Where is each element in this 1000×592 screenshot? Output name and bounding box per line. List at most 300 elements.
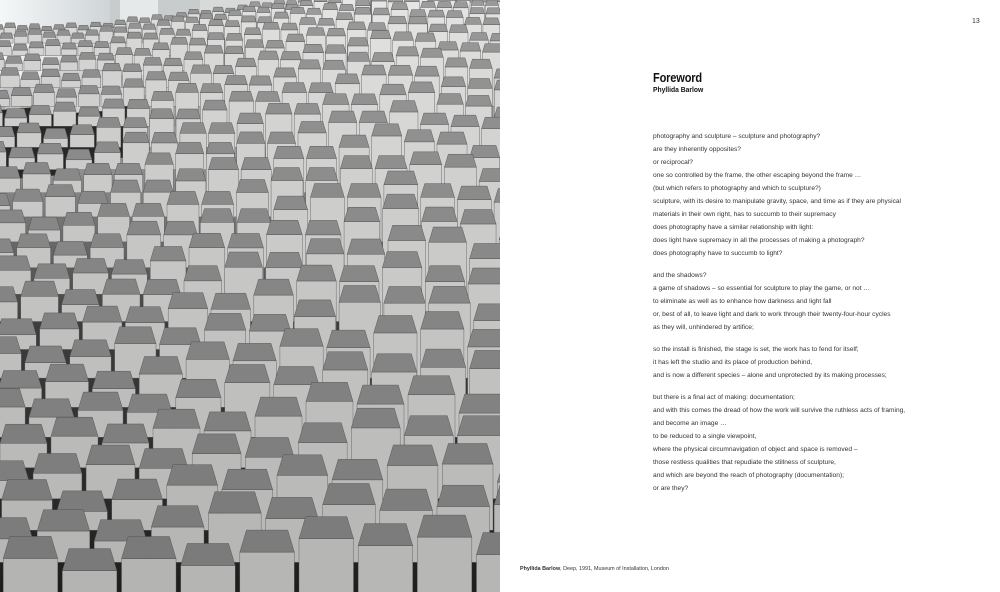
box-opening [479,169,500,182]
box-opening [66,23,77,28]
box-opening [4,23,15,28]
box-opening [0,167,20,178]
box-face [62,49,77,56]
box-opening [375,156,407,169]
text-line: does light have supremacy in all the processes of making a photograph? [653,237,865,244]
box-opening [409,10,426,17]
text-line: those restless qualities that repudiate the stillness of sculpture, [653,459,836,466]
box-opening [56,89,77,97]
box-opening [111,37,126,43]
box-opening [29,24,40,29]
text-line: or reciprocal? [653,159,693,166]
box-opening [470,350,500,368]
box-opening [203,100,227,110]
box-opening [86,445,135,465]
box-opening [127,17,138,22]
box-opening [204,45,223,53]
box-opening [213,65,234,73]
box-opening [274,367,319,385]
box-opening [152,43,169,50]
box-opening [225,252,263,267]
box-opening [33,453,82,473]
box-opening [0,371,42,388]
box-opening [176,169,206,181]
box-opening [257,17,272,23]
box-opening [17,25,28,30]
box-opening [122,537,177,559]
box-face [0,75,19,88]
box-opening [200,84,223,93]
box-face [3,558,58,592]
box-opening [351,408,400,428]
box-opening [362,65,386,75]
box-opening [151,15,162,20]
box-opening [387,445,438,466]
text-line: photography and sculpture – sculpture and photography? [653,133,821,140]
text-line: are they inherently opposites? [653,146,741,153]
box-opening [370,30,391,38]
page-number: 13 [972,18,980,25]
box-opening [171,16,184,21]
box-opening [328,0,341,3]
box-opening [102,63,121,71]
box-opening [84,163,112,174]
box-opening [466,95,492,106]
box-opening [445,58,468,67]
box-opening [21,72,40,80]
box-opening [470,145,500,157]
box-opening [225,21,240,27]
article-author: Phyllida Barlow [653,85,704,94]
box-opening [470,59,493,68]
text-line: or are they? [653,485,689,492]
box-opening [63,212,95,225]
box-opening [384,171,418,185]
box-opening [116,48,133,55]
box-opening [240,530,295,552]
box-opening [13,189,43,201]
caption-artist: Phyllida Barlow [520,566,561,572]
box-opening [442,444,493,465]
box-face [181,566,236,592]
box-opening [78,25,89,30]
stanza [653,269,973,334]
box-opening [186,17,199,22]
text-line: but there is a final act of making: documentation; [653,394,795,401]
box-opening [255,397,302,416]
box-face [417,537,472,592]
box-opening [79,85,100,93]
box-face [240,552,295,592]
box-opening [176,379,221,397]
box-opening [340,266,379,282]
box-opening [465,17,482,24]
box-opening [421,48,444,57]
box-opening [28,217,60,230]
box-opening [422,207,458,221]
box-opening [483,18,500,25]
box-opening [115,327,156,344]
box-opening [186,342,229,359]
box-opening [150,109,174,119]
box-opening [14,31,27,36]
box-opening [415,66,439,76]
box-face [0,113,3,126]
box-opening [57,491,108,512]
foreword-text [653,130,973,504]
text-line: so the install is finished, the stage is set, the work has to fend for itself; [653,346,859,353]
box-face [11,96,32,107]
box-opening [421,1,436,7]
box-opening [184,52,203,60]
box-opening [0,210,26,223]
box-opening [139,18,150,23]
box-opening [325,45,346,53]
box-opening [281,51,302,59]
box-face [102,71,121,88]
box-opening [339,285,380,302]
box-opening [208,20,223,26]
box-opening [404,416,453,436]
box-opening [160,28,175,34]
box-opening [372,52,395,61]
box-opening [17,234,51,248]
box-opening [78,107,101,116]
box-opening [388,225,426,240]
box-opening [62,549,117,571]
box-opening [237,209,271,223]
box-opening [335,74,359,84]
photo-caption [520,566,669,572]
box-opening [94,41,109,47]
box-opening [408,82,434,93]
box-opening [339,4,354,10]
box-opening [323,60,346,69]
box-opening [408,16,427,24]
box-opening [277,455,328,476]
box-opening [132,203,164,216]
box-opening [151,132,177,143]
box-opening [323,483,376,504]
box-opening [396,47,419,56]
box-opening [168,72,189,80]
box-opening [327,28,346,36]
box-opening [388,0,403,2]
box-face [358,546,413,592]
box-opening [34,84,55,92]
box-opening [200,13,213,18]
box-opening [254,279,293,295]
box-opening [266,252,304,267]
box-opening [112,479,163,500]
box-opening [143,33,158,39]
box-opening [282,83,306,93]
box-opening [306,168,338,181]
box-face [79,59,96,71]
box-opening [96,117,120,127]
box-opening [143,58,162,66]
text-line: as they will, unhindered by artifice; [653,324,754,331]
box-opening [471,0,484,5]
box-opening [249,314,290,331]
box-opening [347,22,366,30]
box-opening [306,146,336,158]
box-opening [453,2,468,8]
box-opening [482,44,500,52]
box-opening [167,191,199,204]
box-opening [249,2,260,7]
box-face [14,36,27,43]
box-opening [208,123,234,134]
box-opening [266,103,292,114]
box-opening [384,286,425,303]
box-opening [168,293,207,309]
box-opening [206,142,234,153]
stanza [653,391,973,495]
box-opening [233,343,276,360]
box-opening [329,111,357,122]
box-opening [470,33,489,41]
text-line: and is now a different species – alone and unprotected by its making processes; [653,372,887,379]
box-opening [372,0,387,1]
box-opening [460,43,481,51]
box-opening [0,424,47,443]
box-opening [459,394,500,413]
box-opening [157,20,170,25]
box-opening [420,113,448,124]
box-opening [11,87,32,95]
box-opening [267,220,303,234]
box-opening [347,184,381,198]
box-opening [294,103,320,114]
box-opening [358,524,413,546]
box-opening [306,382,353,401]
box-opening [437,94,463,105]
box-opening [150,246,186,260]
article-title: Foreword [653,70,702,85]
box-opening [123,64,142,72]
box-opening [383,194,419,208]
box-opening [290,7,305,13]
box-opening [274,196,308,210]
box-opening [236,179,268,192]
caption-details: , Deep, 1991, Museum of Installation, London [560,566,669,572]
box-opening [57,30,70,35]
box-opening [102,99,125,108]
stanza [653,343,973,382]
box-opening [98,203,130,216]
box-opening [53,25,64,30]
box-opening [176,29,191,35]
box-opening [0,41,11,47]
text-line: does photography have to succumb to light? [653,250,783,257]
box-opening [204,412,251,431]
box-opening [460,210,496,224]
box-opening [181,543,236,565]
box-opening [482,117,500,128]
box-opening [309,83,333,93]
box-opening [78,191,108,203]
box-opening [306,8,321,14]
box-opening [286,34,305,42]
box-opening [192,24,207,30]
box-opening [90,22,101,27]
box-opening [41,69,60,77]
box-opening [0,33,13,38]
box-opening [323,352,368,370]
box-opening [90,234,124,248]
box-opening [9,147,35,158]
box-opening [6,56,23,63]
box-opening [127,32,142,38]
box-face [61,62,78,71]
box-opening [51,417,98,436]
box-opening [256,91,280,101]
box-opening [2,480,53,501]
box-opening [45,364,88,381]
box-opening [429,286,470,303]
box-opening [351,94,377,105]
box-opening [374,315,417,332]
box-opening [167,465,218,486]
box-opening [37,510,90,531]
box-opening [410,152,442,165]
box-opening [189,233,225,247]
box-opening [143,180,173,192]
box-opening [274,146,304,158]
box-opening [271,3,284,8]
box-opening [43,32,56,37]
box-opening [25,346,66,363]
text-line: a game of shadows – so essential for sculpture to play the game, or not … [653,285,870,292]
box-opening [421,349,466,367]
box-opening [180,123,206,134]
box-opening [298,60,321,69]
box-opening [176,83,199,92]
box-opening [294,300,335,317]
box-opening [357,385,404,404]
box-opening [208,158,238,170]
box-opening [241,158,271,170]
box-opening [267,132,295,143]
box-opening [339,135,369,147]
box-opening [257,7,270,12]
box-opening [372,124,402,136]
box-opening [451,115,479,126]
box-opening [388,16,407,24]
box-opening [298,423,347,443]
box-opening [404,0,419,2]
box-opening [299,517,354,539]
box-opening [237,113,263,124]
box-opening [153,409,200,428]
box-opening [79,52,96,59]
box-face [13,50,28,56]
box-opening [123,118,147,128]
text-line: where the physical circumnavigation of object and space is removed – [653,446,858,453]
box-opening [340,156,372,169]
box-opening [408,376,455,395]
box-opening [29,42,44,48]
box-opening [428,10,445,17]
box-opening [66,149,92,160]
text-line: and with this comes the dread of how the work will survive the ruthless acts of framing, [653,407,906,414]
box-opening [437,2,452,8]
box-opening [82,306,121,322]
box-opening [143,24,156,29]
box-face [53,111,76,126]
box-opening [17,123,41,133]
box-opening [97,53,114,60]
box-opening [380,84,406,95]
text-line: and become an image … [653,420,727,427]
box-opening [13,44,28,50]
box-opening [214,14,227,19]
box-opening [347,239,385,254]
box-opening [92,371,135,388]
text-line: one so controlled by the frame, the other escaping beyond the frame … [653,172,862,179]
box-opening [78,41,93,47]
box-opening [128,23,141,28]
box-opening [226,33,243,40]
box-opening [368,23,387,31]
box-opening [441,77,465,87]
box-opening [314,0,327,2]
box-opening [62,290,100,305]
box-opening [380,489,433,510]
box-opening [468,268,500,284]
box-opening [151,91,174,100]
box-opening [86,30,99,35]
box-opening [486,8,500,14]
box-opening [332,459,383,480]
box-opening [229,91,253,101]
text-line: does photography have a similar relationship with light: [653,224,814,231]
box-opening [310,184,344,198]
stanza [653,130,973,260]
box-opening [281,23,298,30]
box-opening [176,109,200,119]
box-opening [415,33,436,41]
box-opening [222,469,273,490]
box-face [122,559,177,592]
box-opening [444,154,476,167]
box-opening [429,24,448,32]
box-opening [228,233,264,247]
box-opening [347,52,370,61]
box-face [70,135,94,148]
box-opening [323,3,338,9]
box-opening [225,46,244,54]
text-line: it has left the studio and its place of production behind, [653,359,813,366]
box-opening [243,6,256,11]
box-opening [468,329,500,346]
box-opening [263,22,280,29]
box-opening [355,0,370,6]
box-opening [318,18,335,25]
box-opening [249,76,272,85]
box-opening [449,25,468,33]
box-opening [280,329,323,346]
box-opening [437,132,467,144]
box-opening [300,0,313,5]
box-opening [115,20,126,25]
box-face [34,93,55,107]
box-opening [208,33,225,40]
box-opening [359,111,387,122]
box-opening [274,68,297,77]
box-opening [421,184,455,198]
